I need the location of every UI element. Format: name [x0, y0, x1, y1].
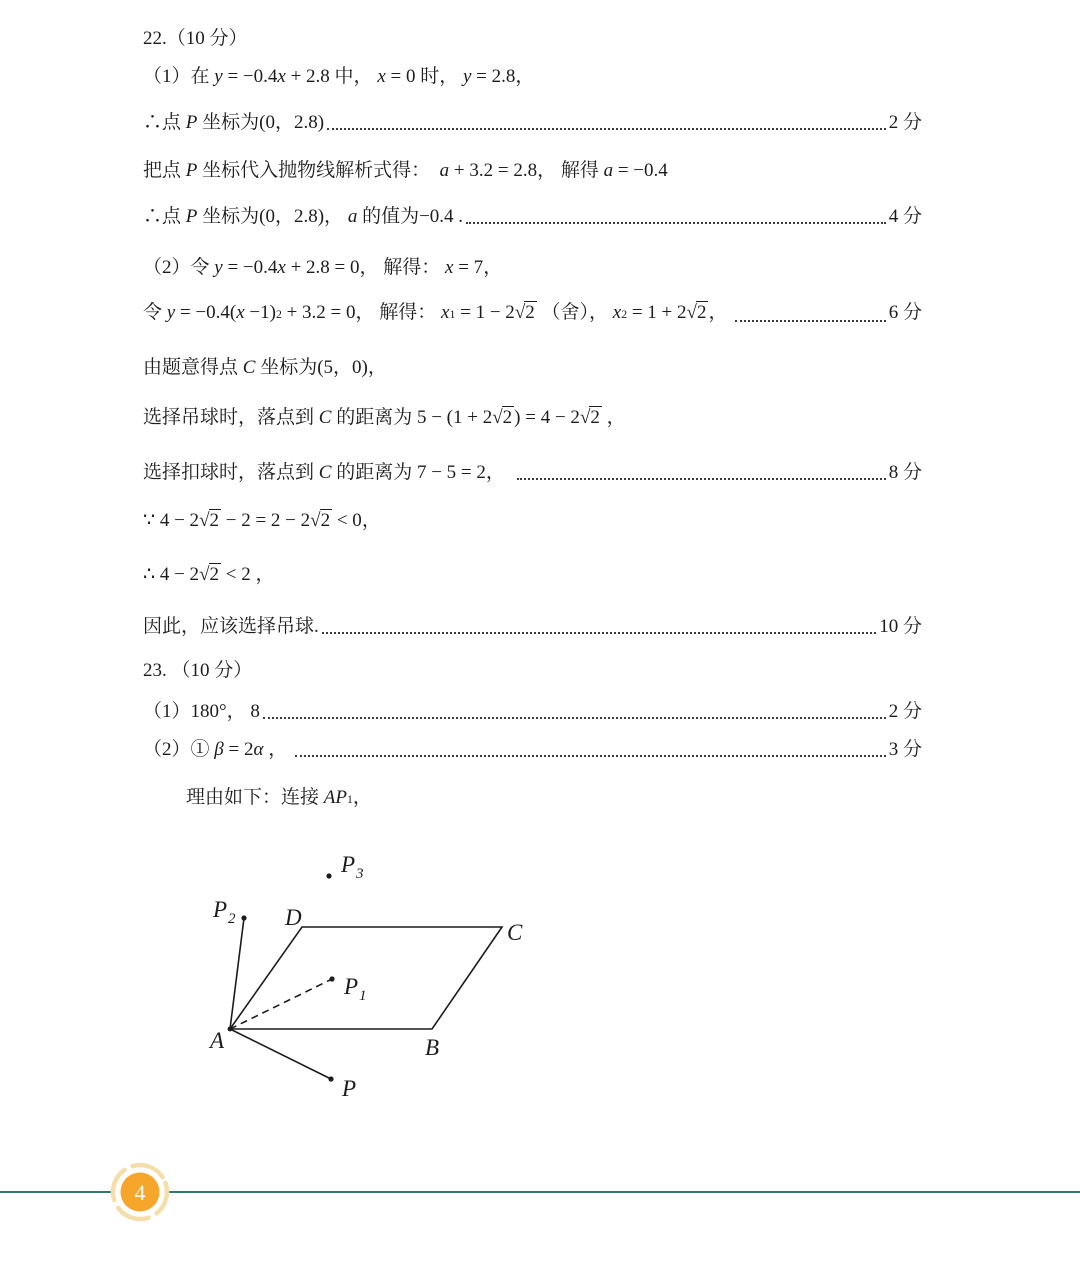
radical-sign: √	[310, 510, 320, 531]
math-variable: x	[377, 66, 386, 87]
math-expression: 4 − 2	[159, 510, 200, 531]
math-variable: AP	[323, 787, 347, 808]
page-number-badge	[106, 1158, 174, 1226]
text-run: 坐标为	[197, 206, 260, 227]
dotted-leader	[295, 755, 886, 757]
subscript: 1	[346, 793, 353, 806]
text-run: ，	[483, 257, 503, 278]
dotted-leader	[263, 717, 886, 719]
vertex-label-a: A	[210, 1028, 225, 1053]
math-variable: x	[277, 257, 286, 278]
text-run: （2）令	[143, 257, 215, 278]
math-expression: −1)	[244, 302, 276, 323]
sqrt-expression	[580, 405, 602, 431]
text-run: 坐标代入抛物线解析式得：	[197, 160, 440, 181]
math-variable: a	[439, 160, 450, 181]
parallelogram-abcd	[230, 927, 502, 1029]
radical-sign: √	[579, 407, 590, 428]
dotted-leader	[466, 222, 886, 224]
text-run: （2）①	[143, 739, 215, 760]
math-expression: < 0	[332, 510, 362, 531]
math-variable: x	[445, 257, 454, 278]
text-run: ， 解得：	[359, 257, 446, 278]
radicand: 2	[590, 407, 600, 428]
text-run: ∴	[143, 564, 160, 585]
math-expression: = −0.4	[222, 257, 278, 278]
text-run: （1）在	[143, 66, 215, 87]
math-variable: x	[612, 302, 622, 323]
math-expression: < 2	[221, 564, 251, 585]
text-run: 坐标为	[255, 357, 318, 378]
subscript: 1	[449, 308, 456, 321]
text-run: ∵	[143, 510, 160, 531]
math-expression: (0，2.8)	[259, 112, 325, 133]
math-expression: + 3.2 = 2.8	[449, 160, 538, 181]
math-expression: + 2.8 = 0	[285, 257, 360, 278]
score-label: 4 分	[888, 206, 922, 227]
sqrt-expression	[687, 300, 709, 326]
point-label-p: P	[342, 1076, 357, 1101]
math-variable: P	[185, 112, 198, 133]
text-run: ∴点	[143, 112, 186, 133]
point-label-p1: P	[344, 974, 359, 999]
radicand: 2	[209, 510, 219, 531]
vertex-label-d: D	[285, 905, 302, 930]
score-label: 2 分	[888, 701, 922, 722]
line-q22-part1-step4	[143, 204, 922, 230]
segment-a-p	[230, 1029, 331, 1079]
radical-sign: √	[686, 302, 696, 323]
line-q22-part2-step4	[143, 405, 922, 431]
text-run: ，	[263, 739, 292, 760]
math-expression: + 2.8	[285, 66, 330, 87]
line-q22-part2-step3	[143, 355, 922, 381]
score-label: 10 分	[879, 616, 922, 637]
line-q22-part2-step7	[143, 562, 922, 588]
math-expression: = 1 + 2	[627, 302, 687, 323]
page-number: 4	[134, 1180, 146, 1205]
text-run: 22.（10 分）	[143, 28, 248, 49]
math-variable: y	[166, 302, 176, 323]
math-variable: C	[242, 357, 256, 378]
line-q22-part1-step1	[143, 64, 922, 90]
line-q23-reason	[186, 785, 922, 813]
text-run: ，	[708, 302, 733, 323]
math-variable: β	[214, 739, 224, 760]
text-run: 的值为	[357, 206, 420, 227]
math-expression: = 1 − 2	[455, 302, 515, 323]
line-q22-part1-step3	[143, 158, 922, 184]
radicand: 2	[525, 302, 535, 323]
line-q23-part1	[143, 699, 922, 725]
text-run: 令	[143, 302, 167, 323]
score-label: 6 分	[888, 302, 922, 323]
text-run: ，	[367, 357, 387, 378]
text-run: ， 解得：	[355, 302, 442, 323]
score-label: 2 分	[888, 112, 922, 133]
math-expression: = −0.4	[222, 66, 278, 87]
text-run: ∴点	[143, 206, 186, 227]
math-variable: C	[318, 462, 332, 483]
math-variable: y	[214, 66, 223, 87]
sqrt-expression	[310, 508, 332, 534]
radicand: 2	[209, 564, 219, 585]
math-expression: = 7	[453, 257, 484, 278]
math-expression: 180°	[190, 701, 227, 722]
point-label-p1-sub: 1	[359, 988, 367, 1004]
text-run: 坐标为	[197, 112, 260, 133]
math-variable: a	[347, 206, 358, 227]
radical-sign: √	[199, 510, 209, 531]
math-variable: P	[185, 160, 198, 181]
radicand: 2	[502, 407, 513, 428]
line-q23-part2	[143, 737, 922, 763]
math-expression: 8	[250, 701, 260, 722]
point-label-p2: P	[213, 897, 228, 922]
point-p3-dot	[326, 873, 331, 878]
text-run: 的距离为	[331, 407, 417, 428]
math-expression: 4 − 2	[159, 564, 200, 585]
footer-rule-left	[0, 1191, 112, 1193]
subscript: 2	[621, 308, 628, 321]
sqrt-expression	[199, 562, 221, 588]
math-variable: P	[185, 206, 198, 227]
dotted-leader	[322, 632, 876, 634]
math-variable: C	[318, 407, 332, 428]
line-q23-header	[143, 658, 922, 684]
math-expression: 5 − (1 + 2	[416, 407, 493, 428]
math-expression: = −0.4	[613, 160, 668, 181]
math-variable: y	[462, 66, 472, 87]
vertex-label-b: B	[425, 1035, 440, 1060]
math-variable: α	[253, 739, 264, 760]
math-variable: a	[603, 160, 614, 181]
point-p-dot	[328, 1076, 333, 1081]
radicand: 2	[696, 302, 707, 323]
sqrt-expression	[199, 508, 221, 534]
text-run: 的距离为	[331, 462, 417, 483]
point-label-p3: P	[341, 852, 356, 877]
text-run: 23. （10 分）	[143, 660, 253, 681]
math-expression: (5，0)	[317, 357, 368, 378]
dotted-leader	[517, 478, 885, 480]
segment-a-p1-dashed	[230, 979, 332, 1029]
point-label-p2-sub: 2	[228, 911, 236, 927]
line-q22-conclusion	[143, 614, 922, 640]
text-run: ，	[250, 564, 275, 585]
text-run: 由题意得点	[143, 357, 243, 378]
math-expression: (0，2.8)	[259, 206, 325, 227]
radical-sign: √	[514, 302, 525, 323]
text-run: 选择吊球时，落点到	[143, 407, 319, 428]
score-label: 3 分	[888, 739, 922, 760]
text-run: ，	[515, 66, 535, 87]
math-expression: ) = 4 − 2	[514, 407, 580, 428]
text-run: （1）	[143, 701, 191, 722]
text-run: （舍），	[536, 302, 613, 323]
math-variable: y	[214, 257, 223, 278]
point-label-p3-sub: 3	[356, 866, 364, 882]
text-run: ，	[485, 462, 515, 483]
text-run: 中，	[329, 66, 378, 87]
superscript: 2	[275, 308, 282, 321]
vertex-label-c: C	[507, 920, 523, 945]
dotted-leader	[735, 320, 886, 322]
text-run: 时，	[415, 66, 463, 87]
sqrt-expression	[515, 300, 537, 326]
math-expression: = −0.4(	[175, 302, 237, 323]
text-run: ，	[601, 407, 626, 428]
radical-sign: √	[199, 564, 209, 585]
text-run: ，	[361, 510, 381, 531]
math-expression: 7 − 5 = 2	[416, 462, 486, 483]
math-expression: = 2.8	[471, 66, 516, 87]
radical-sign: √	[492, 407, 502, 428]
math-expression: −0.4 .	[419, 206, 464, 227]
line-q22-part2-step2	[143, 300, 922, 328]
text-run: ，	[324, 206, 348, 227]
text-run: ， 解得	[537, 160, 604, 181]
math-expression: = 0	[385, 66, 416, 87]
line-q22-part1-step2	[143, 110, 922, 136]
line-q22-part2-step1	[143, 255, 922, 281]
text-run: 把点	[143, 160, 186, 181]
line-q22-part2-step6	[143, 508, 922, 534]
radicand: 2	[320, 510, 331, 531]
line-q22-header	[143, 26, 922, 52]
line-q22-part2-step5	[143, 460, 922, 486]
math-expression: − 2 = 2 − 2	[221, 510, 311, 531]
point-p1-dot	[329, 976, 334, 981]
point-a-dot	[228, 1027, 233, 1032]
dotted-leader	[327, 128, 886, 130]
text-run: ，	[226, 701, 251, 722]
math-expression: + 3.2 = 0	[281, 302, 356, 323]
geometry-figure	[180, 845, 580, 1115]
text-run: 理由如下：连接	[186, 787, 324, 808]
text-run: ，	[352, 787, 372, 808]
math-expression: = 2	[223, 739, 254, 760]
text-run: 因此，应该选择吊球.	[143, 616, 319, 637]
sqrt-expression	[492, 405, 514, 431]
point-p2-dot	[241, 915, 246, 920]
text-run: 选择扣球时，落点到	[143, 462, 319, 483]
math-variable: x	[441, 302, 450, 323]
footer-rule-right	[168, 1191, 1080, 1193]
math-variable: x	[236, 302, 245, 323]
math-variable: x	[277, 66, 286, 87]
score-label: 8 分	[888, 462, 922, 483]
